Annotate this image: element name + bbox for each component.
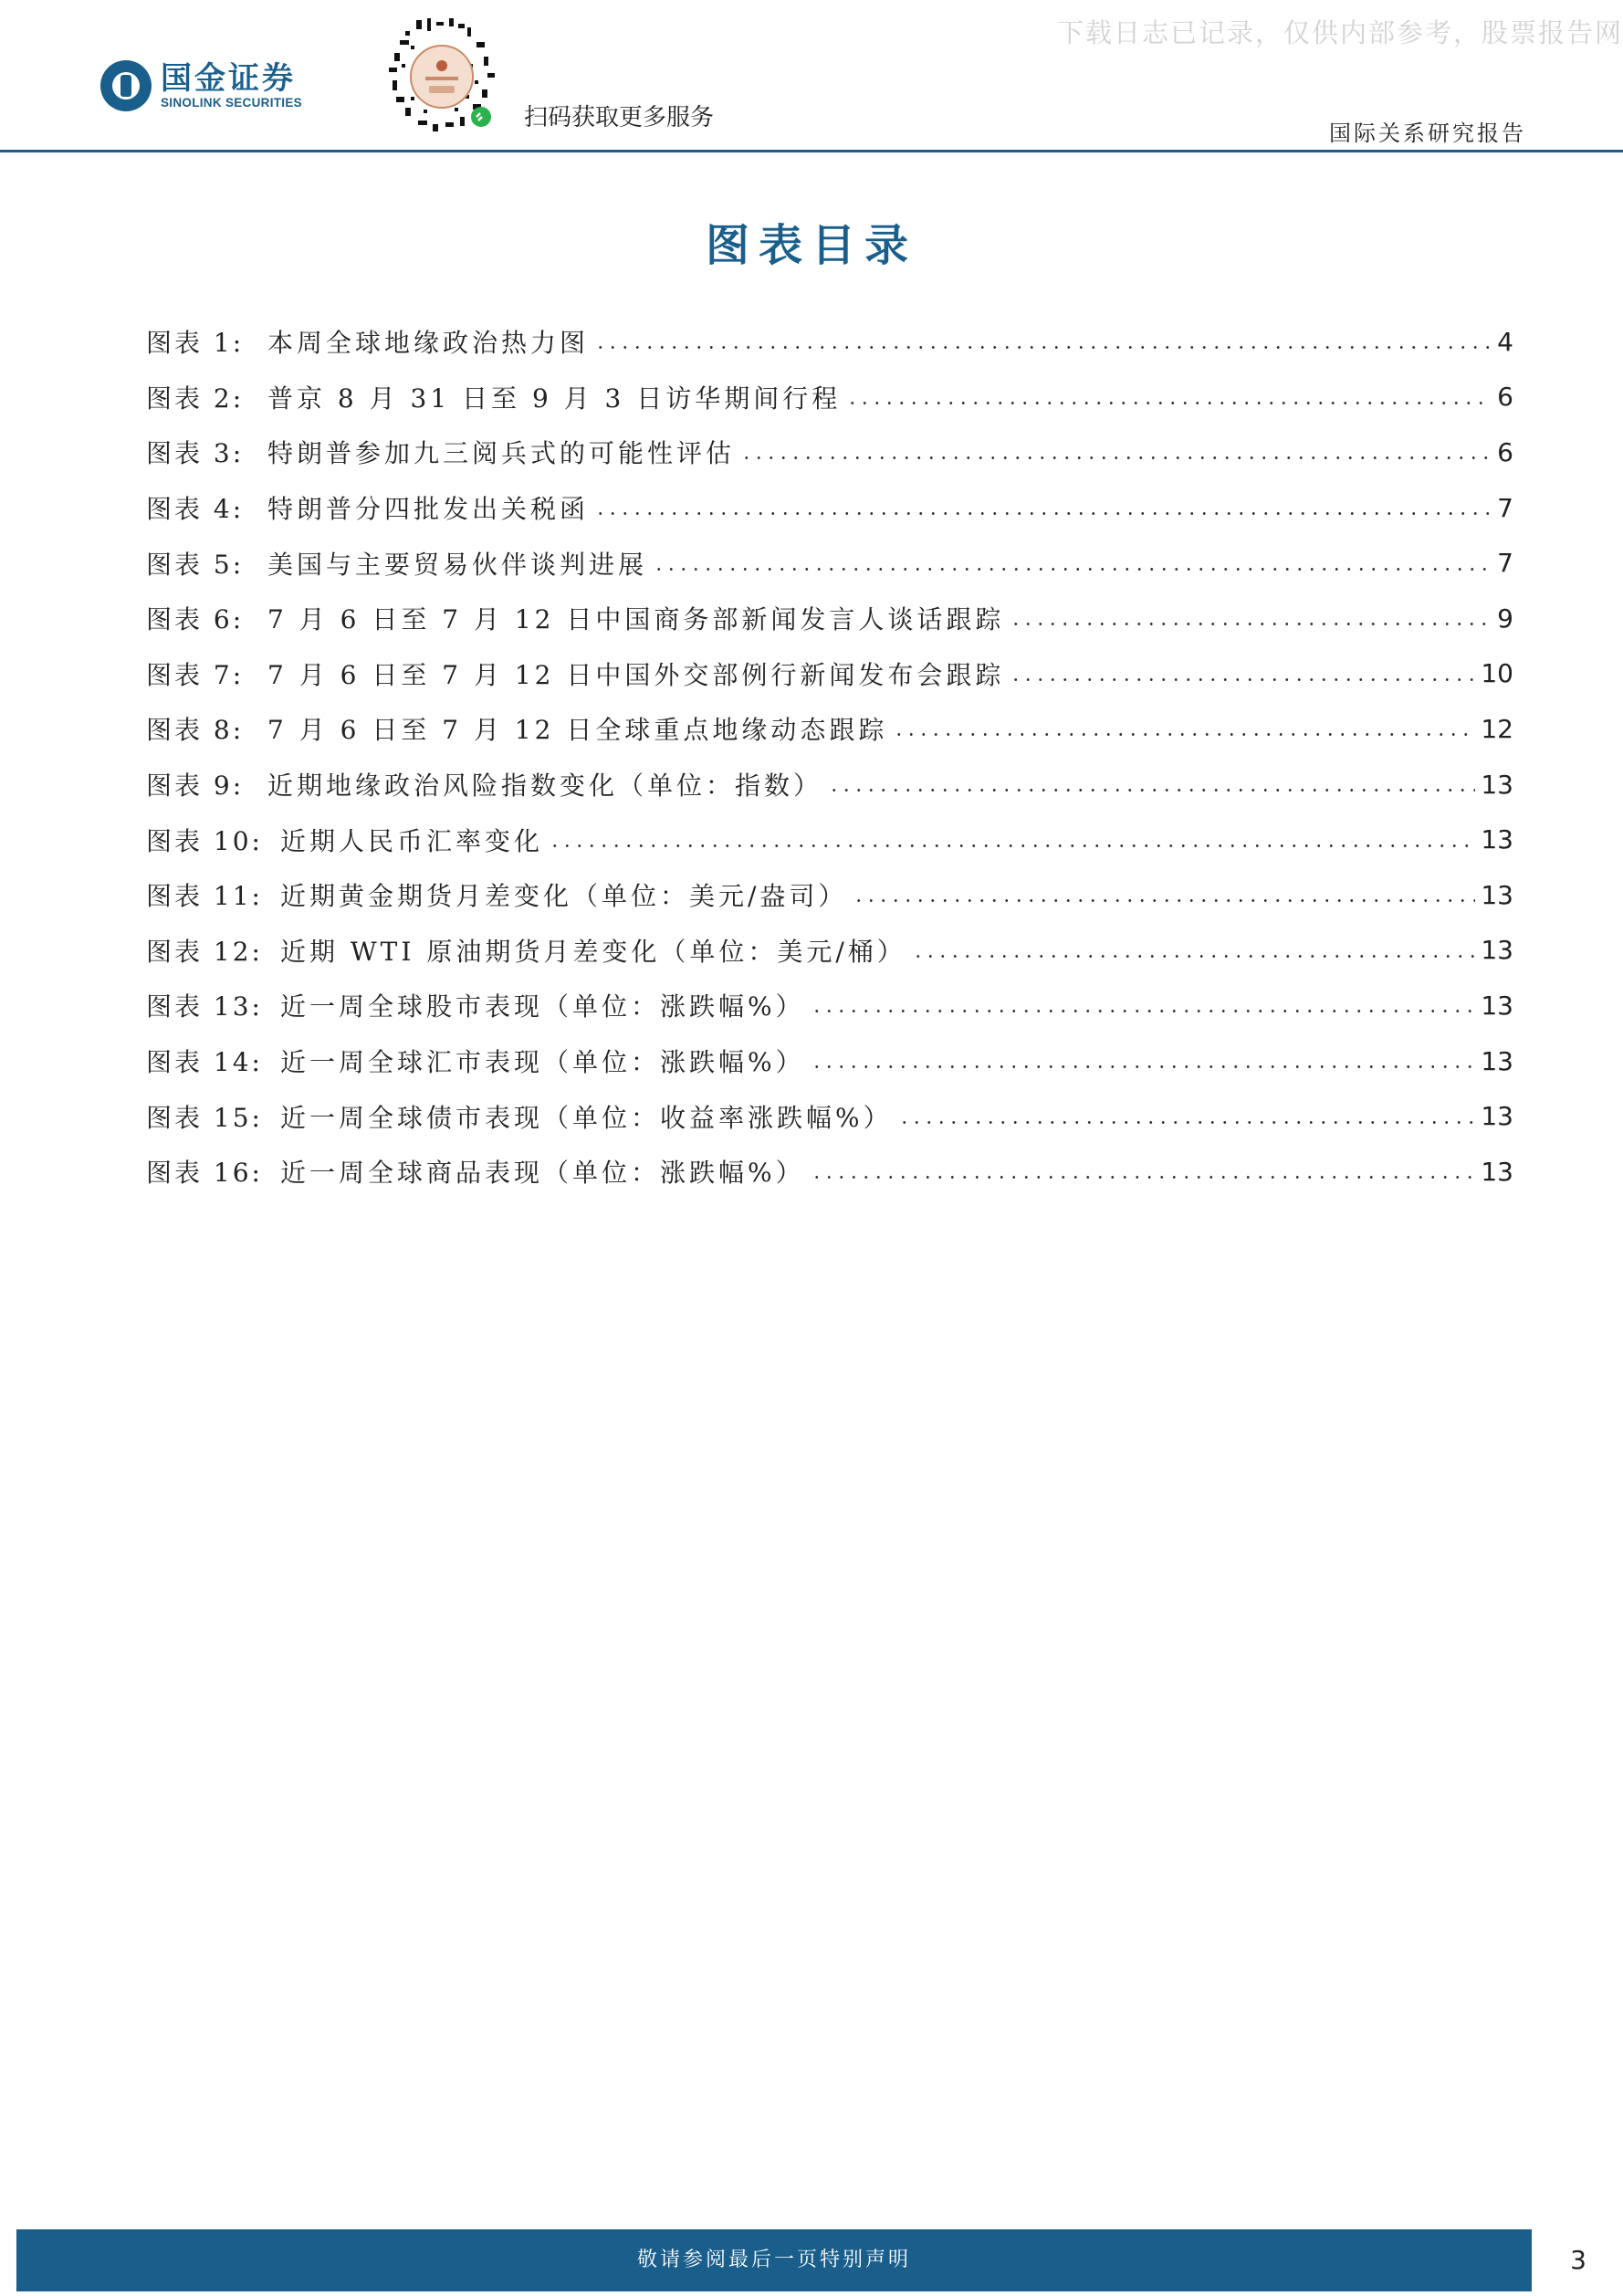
toc-dot-leader bbox=[828, 771, 1475, 797]
page-number: 3 bbox=[1570, 2245, 1586, 2275]
toc-entry[interactable] bbox=[146, 978, 1513, 1033]
toc-entry-page: 13 bbox=[1481, 990, 1513, 1021]
toc-entry-page: 13 bbox=[1481, 1045, 1513, 1076]
toc-entry-title: 普京 8 月 31 日至 9 月 3 日访华期间行程 bbox=[267, 383, 842, 414]
toc-entry-page: 10 bbox=[1481, 658, 1513, 689]
toc-entry-title: 近期人民币汇率变化 bbox=[280, 825, 544, 856]
toc-entry-label: 图表 8: bbox=[146, 715, 245, 746]
logo-mark-icon bbox=[100, 60, 152, 111]
toc-entry[interactable] bbox=[146, 923, 1513, 979]
toc-entry-label: 图表 11: bbox=[146, 881, 263, 912]
toc-entry-label: 图表 2: bbox=[146, 383, 245, 414]
header-divider bbox=[0, 150, 1623, 152]
toc-entry-label: 图表 4: bbox=[146, 494, 245, 525]
toc-dot-leader bbox=[811, 992, 1476, 1018]
toc-entry-label: 图表 13: bbox=[146, 991, 263, 1022]
toc-entry[interactable] bbox=[146, 591, 1513, 646]
toc-entry-title: 近一周全球汇市表现（单位：涨跌幅%） bbox=[280, 1047, 805, 1078]
toc-dot-leader bbox=[846, 384, 1492, 410]
toc-entry-page: 4 bbox=[1497, 326, 1513, 357]
toc-entry-title: 特朗普分四批发出关税函 bbox=[267, 494, 590, 525]
toc-entry-label: 图表 9: bbox=[146, 771, 245, 802]
toc-dot-leader bbox=[1010, 605, 1492, 631]
toc-dot-leader bbox=[594, 495, 1492, 520]
toc-entry-page: 13 bbox=[1481, 935, 1513, 966]
toc-entry-page: 13 bbox=[1481, 879, 1513, 910]
toc-dot-leader bbox=[853, 882, 1475, 907]
toc-entry-page: 6 bbox=[1497, 382, 1513, 413]
toc-entry-label: 图表 7: bbox=[146, 659, 245, 690]
logo-name-en: SINOLINK SECURITIES bbox=[161, 96, 302, 110]
toc-entry[interactable] bbox=[146, 812, 1513, 867]
qr-code-icon[interactable] bbox=[378, 13, 506, 141]
toc-entry-title: 近一周全球商品表现（单位：涨跌幅%） bbox=[280, 1158, 805, 1189]
toc-entry-label: 图表 14: bbox=[146, 1047, 263, 1078]
page-title: 图表目录 bbox=[705, 220, 917, 271]
toc-dot-leader bbox=[1010, 661, 1475, 687]
toc-entry-title: 7 月 6 日至 7 月 12 日中国商务部新闻发言人谈话跟踪 bbox=[267, 604, 1005, 635]
toc-entry-page: 12 bbox=[1481, 713, 1513, 744]
toc-dot-leader bbox=[893, 716, 1475, 741]
toc-entry-title: 本周全球地缘政治热力图 bbox=[267, 328, 590, 359]
logo-name-cn: 国金证券 bbox=[161, 60, 296, 97]
toc-entry[interactable] bbox=[146, 1144, 1513, 1200]
toc-dot-leader bbox=[898, 1104, 1476, 1129]
toc-entry-label: 图表 3: bbox=[146, 438, 245, 469]
toc-dot-leader bbox=[594, 329, 1492, 354]
toc-dot-leader bbox=[740, 439, 1492, 465]
toc-entry[interactable] bbox=[146, 867, 1513, 923]
toc-entry-title: 近期黄金期货月差变化（单位：美元/盎司） bbox=[280, 881, 848, 912]
toc-entry[interactable] bbox=[146, 425, 1513, 480]
toc-entry-page: 13 bbox=[1481, 769, 1513, 800]
toc-entry[interactable] bbox=[146, 701, 1513, 757]
toc-entry-label: 图表 1: bbox=[146, 328, 245, 359]
toc-entry-title: 近一周全球股市表现（单位：涨跌幅%） bbox=[280, 991, 805, 1022]
toc-dot-leader bbox=[811, 1158, 1476, 1184]
toc-entry[interactable] bbox=[146, 1033, 1513, 1089]
toc-entry-page: 6 bbox=[1497, 436, 1513, 467]
toc-entry-label: 图表 12: bbox=[146, 936, 263, 967]
toc-entry-page: 9 bbox=[1497, 603, 1513, 634]
figure-toc-list bbox=[146, 314, 1513, 1200]
toc-entry-title: 7 月 6 日至 7 月 12 日中国外交部例行新闻发布会跟踪 bbox=[267, 659, 1005, 690]
toc-entry[interactable] bbox=[146, 480, 1513, 536]
toc-entry-label: 图表 16: bbox=[146, 1158, 263, 1189]
toc-entry[interactable] bbox=[146, 1088, 1513, 1144]
report-type-label: 国际关系研究报告 bbox=[1329, 121, 1526, 146]
toc-entry[interactable] bbox=[146, 535, 1513, 591]
toc-entry-label: 图表 15: bbox=[146, 1102, 263, 1133]
toc-entry-title: 美国与主要贸易伙伴谈判进展 bbox=[267, 549, 648, 580]
toc-entry-page: 13 bbox=[1481, 1101, 1513, 1132]
watermark-text: 下载日志已记录，仅供内部参考，股票报告网 bbox=[1056, 17, 1623, 48]
toc-dot-leader bbox=[549, 827, 1475, 853]
toc-entry[interactable] bbox=[146, 314, 1513, 370]
toc-dot-leader bbox=[653, 550, 1492, 576]
toc-entry-title: 近期地缘政治风险指数变化（单位：指数） bbox=[267, 771, 823, 802]
toc-entry[interactable] bbox=[146, 757, 1513, 813]
toc-entry-title: 近一周全球债市表现（单位：收益率涨跌幅%） bbox=[280, 1102, 893, 1133]
qr-caption: 扫码获取更多服务 bbox=[524, 104, 715, 131]
toc-entry-title: 7 月 6 日至 7 月 12 日全球重点地缘动态跟踪 bbox=[267, 715, 888, 746]
toc-entry-title: 近期 WTI 原油期货月差变化（单位：美元/桶） bbox=[280, 936, 906, 967]
toc-entry-page: 13 bbox=[1481, 1156, 1513, 1187]
toc-entry-page: 13 bbox=[1481, 824, 1513, 855]
toc-entry-label: 图表 6: bbox=[146, 604, 245, 635]
toc-entry[interactable] bbox=[146, 646, 1513, 702]
company-logo bbox=[100, 60, 302, 111]
toc-entry-page: 7 bbox=[1497, 492, 1513, 523]
toc-dot-leader bbox=[811, 1048, 1476, 1074]
toc-entry[interactable] bbox=[146, 370, 1513, 425]
footer-disclaimer: 敬请参阅最后一页特别声明 bbox=[636, 2249, 911, 2271]
toc-entry-label: 图表 5: bbox=[146, 549, 245, 580]
toc-entry-page: 7 bbox=[1497, 548, 1513, 579]
toc-entry-label: 图表 10: bbox=[146, 825, 263, 856]
toc-dot-leader bbox=[912, 938, 1476, 963]
toc-entry-title: 特朗普参加九三阅兵式的可能性评估 bbox=[267, 438, 736, 469]
